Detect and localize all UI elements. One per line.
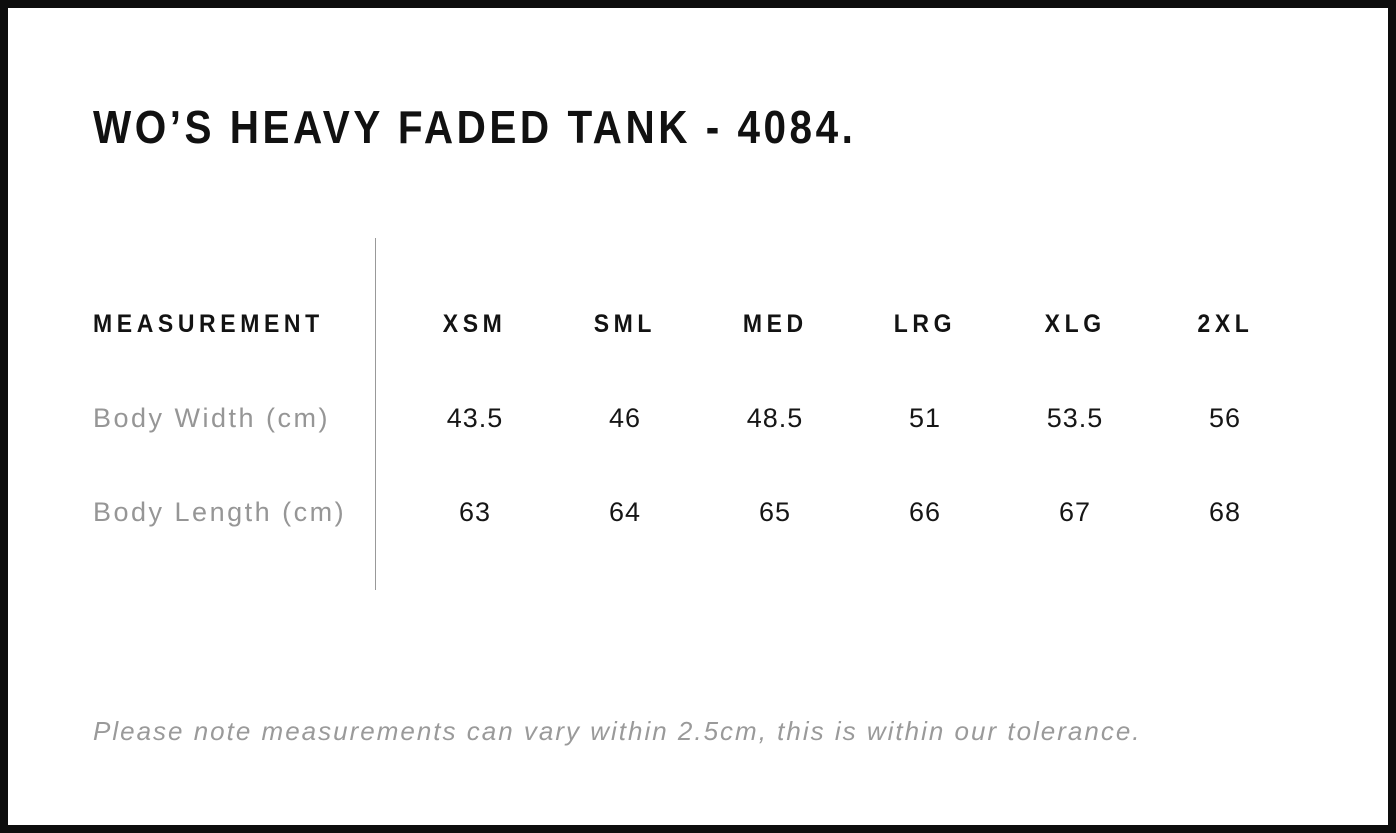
table-row-label-body-width	[93, 371, 400, 465]
measurement-value: 51	[908, 402, 942, 433]
table-cell	[400, 371, 550, 465]
table-cell	[700, 465, 850, 559]
table-cell	[850, 465, 1000, 559]
table-cell	[1000, 465, 1150, 559]
column-header-lrg	[850, 277, 1000, 371]
measurement-value: 67	[1058, 496, 1092, 527]
table-cell	[550, 371, 700, 465]
row-label: Body Width (cm)	[93, 402, 331, 433]
table-row-label-body-length	[93, 465, 400, 559]
size-header-label: XSM	[443, 309, 507, 338]
size-header-label: LRG	[893, 309, 957, 338]
measurement-value: 53.5	[1046, 402, 1104, 433]
column-header-2xl	[1150, 277, 1300, 371]
measurement-value: 56	[1208, 402, 1242, 433]
column-header-sml	[550, 277, 700, 371]
table-cell	[1150, 465, 1300, 559]
table-cell	[400, 465, 550, 559]
size-chart-table	[93, 277, 1300, 559]
table-cell	[700, 371, 850, 465]
table-cell	[1150, 371, 1300, 465]
column-header-measurement	[93, 277, 400, 371]
column-header-xsm	[400, 277, 550, 371]
measurement-value: 65	[758, 496, 792, 527]
tolerance-note: Please note measurements can vary within 2.5cm, this is within our tolerance.	[93, 716, 1142, 746]
measurement-value: 66	[908, 496, 942, 527]
column-header-med	[700, 277, 850, 371]
page-title: WO’S HEAVY FADED TANK - 4084.	[93, 101, 857, 153]
measurement-value: 43.5	[446, 402, 504, 433]
measurement-value: 68	[1208, 496, 1242, 527]
table-cell	[550, 465, 700, 559]
measurement-value: 48.5	[746, 402, 804, 433]
size-header-label: MED	[742, 309, 808, 338]
measurement-value: 63	[458, 496, 492, 527]
size-header-label: SML	[593, 309, 657, 338]
measurement-value: 46	[608, 402, 642, 433]
size-header-label: XLG	[1044, 309, 1106, 338]
table-cell	[1000, 371, 1150, 465]
table-cell	[850, 371, 1000, 465]
measurement-header-label: MEASUREMENT	[93, 309, 324, 338]
column-header-xlg	[1000, 277, 1150, 371]
row-label: Body Length (cm)	[93, 496, 347, 527]
measurement-value: 64	[608, 496, 642, 527]
size-header-label: 2XL	[1196, 309, 1253, 338]
